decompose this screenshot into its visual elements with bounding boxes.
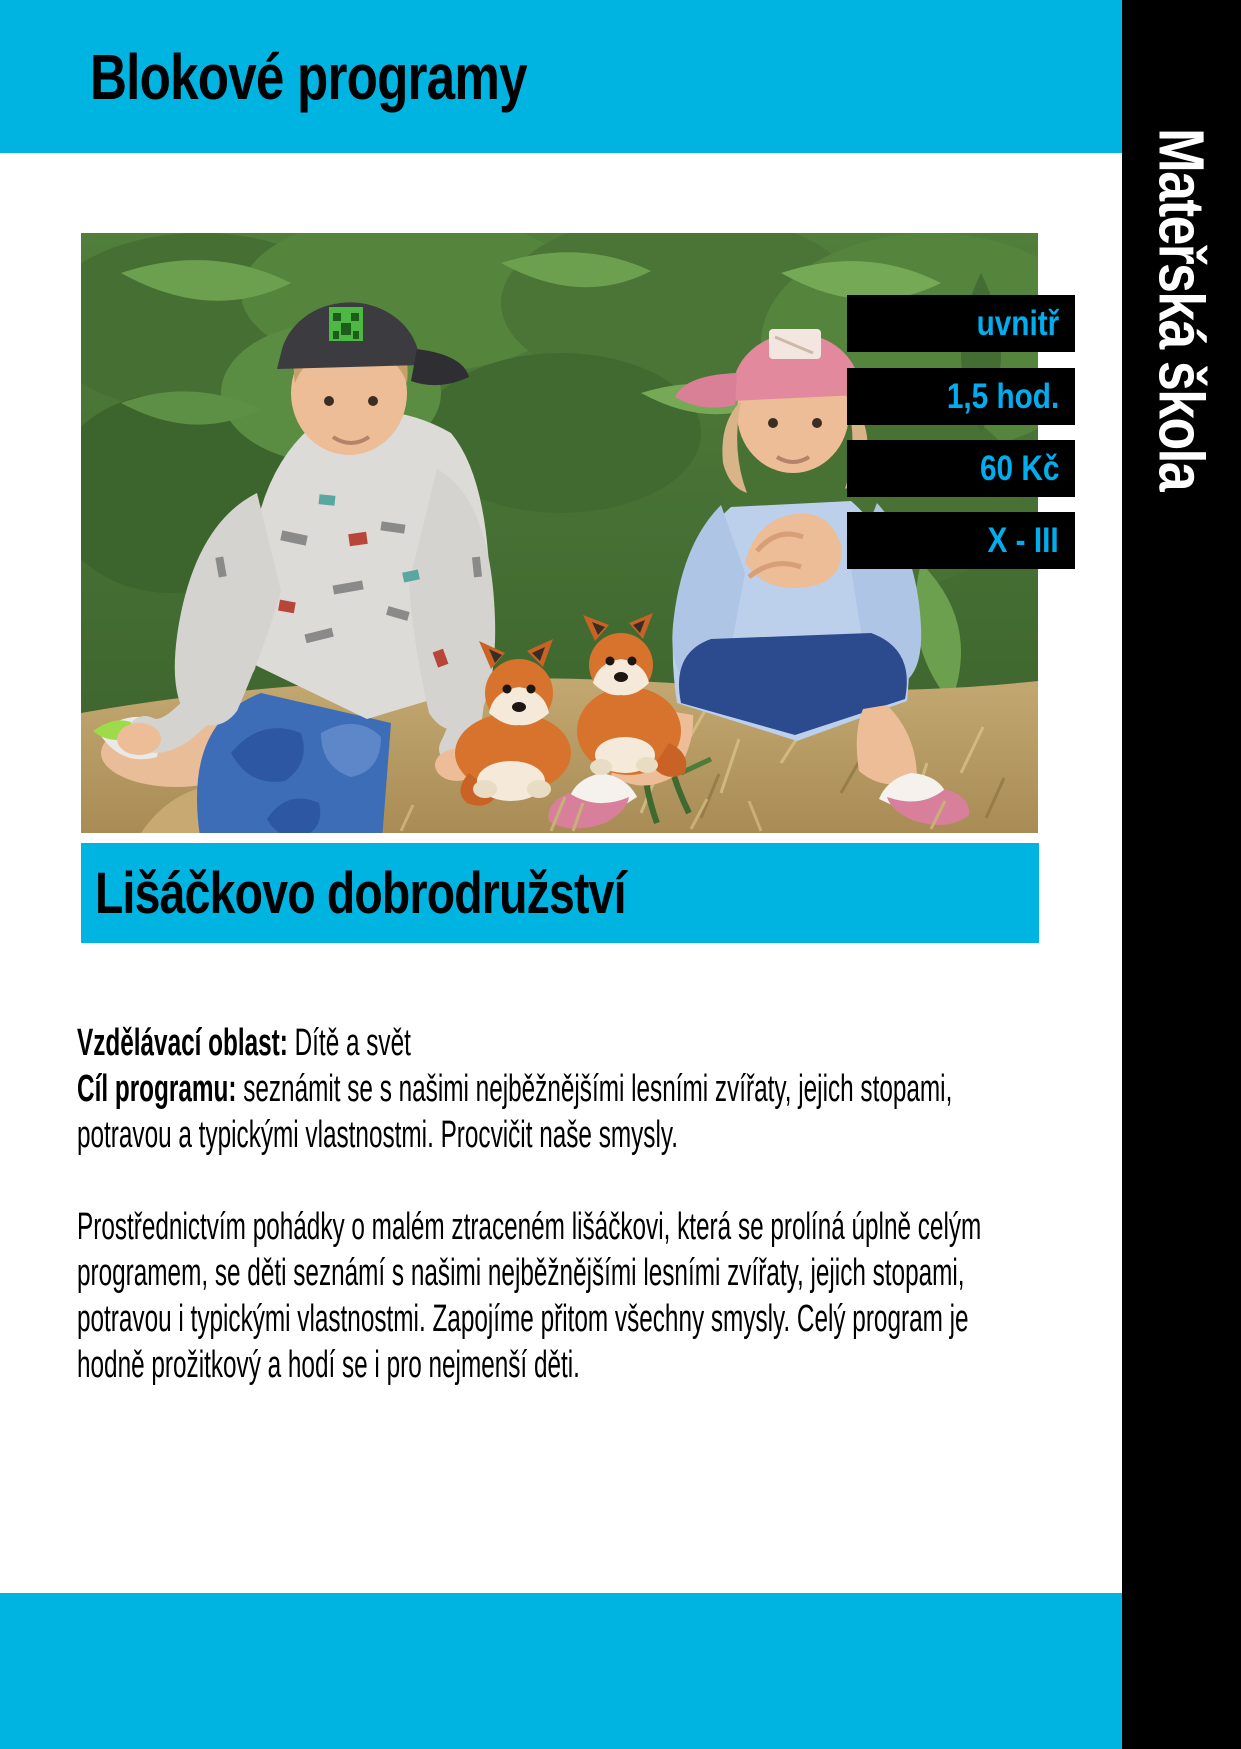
badge-price-label: 60 Kč bbox=[979, 448, 1059, 488]
badge-months bbox=[847, 512, 1075, 569]
badge-price bbox=[847, 440, 1075, 497]
description-line: potravou i typickými vlastnostmi. Zapojíme přitom všechny smysly. Celý program je bbox=[77, 1298, 969, 1340]
program-description bbox=[77, 1020, 1241, 1388]
info-line bbox=[77, 1112, 981, 1158]
badge-duration-label: 1,5 hod. bbox=[946, 376, 1059, 416]
description-paragraph bbox=[77, 1204, 1241, 1388]
badge-location-label: uvnitř bbox=[976, 303, 1059, 343]
category-sidebar bbox=[1122, 0, 1241, 1749]
info-value: seznámit se s našimi nejběžnějšími lesními zvířaty, jejich stopami, bbox=[236, 1068, 953, 1110]
description-line: programem, se děti seznámí s našimi nejběžnějšími lesními zvířaty, jejich stopami, bbox=[77, 1252, 965, 1294]
program-title-band bbox=[81, 843, 1039, 943]
footer-band bbox=[0, 1593, 1122, 1749]
info-line bbox=[77, 1066, 981, 1112]
program-title: Lišáčkovo dobrodružství bbox=[95, 860, 626, 926]
info-line bbox=[77, 1020, 981, 1066]
page-title: Blokové programy bbox=[90, 40, 527, 113]
description-line: Prostřednictvím pohádky o malém ztraceném lišáčkovi, která se prolíná úplně celým bbox=[77, 1206, 982, 1248]
info-label: Cíl programu: bbox=[77, 1068, 237, 1110]
info-value: Dítě a svět bbox=[287, 1022, 411, 1064]
category-vertical-label: Mateřská škola bbox=[1145, 128, 1218, 490]
info-value: potravou a typickými vlastnostmi. Procvičit naše smysly. bbox=[77, 1114, 678, 1156]
description-line: hodně prožitkový a hodí se i pro nejmenší děti. bbox=[77, 1344, 580, 1386]
badge-duration bbox=[847, 368, 1075, 425]
badge-location bbox=[847, 295, 1075, 352]
info-label: Vzdělávací oblast: bbox=[77, 1022, 288, 1064]
badge-months-label: X - III bbox=[987, 520, 1059, 560]
